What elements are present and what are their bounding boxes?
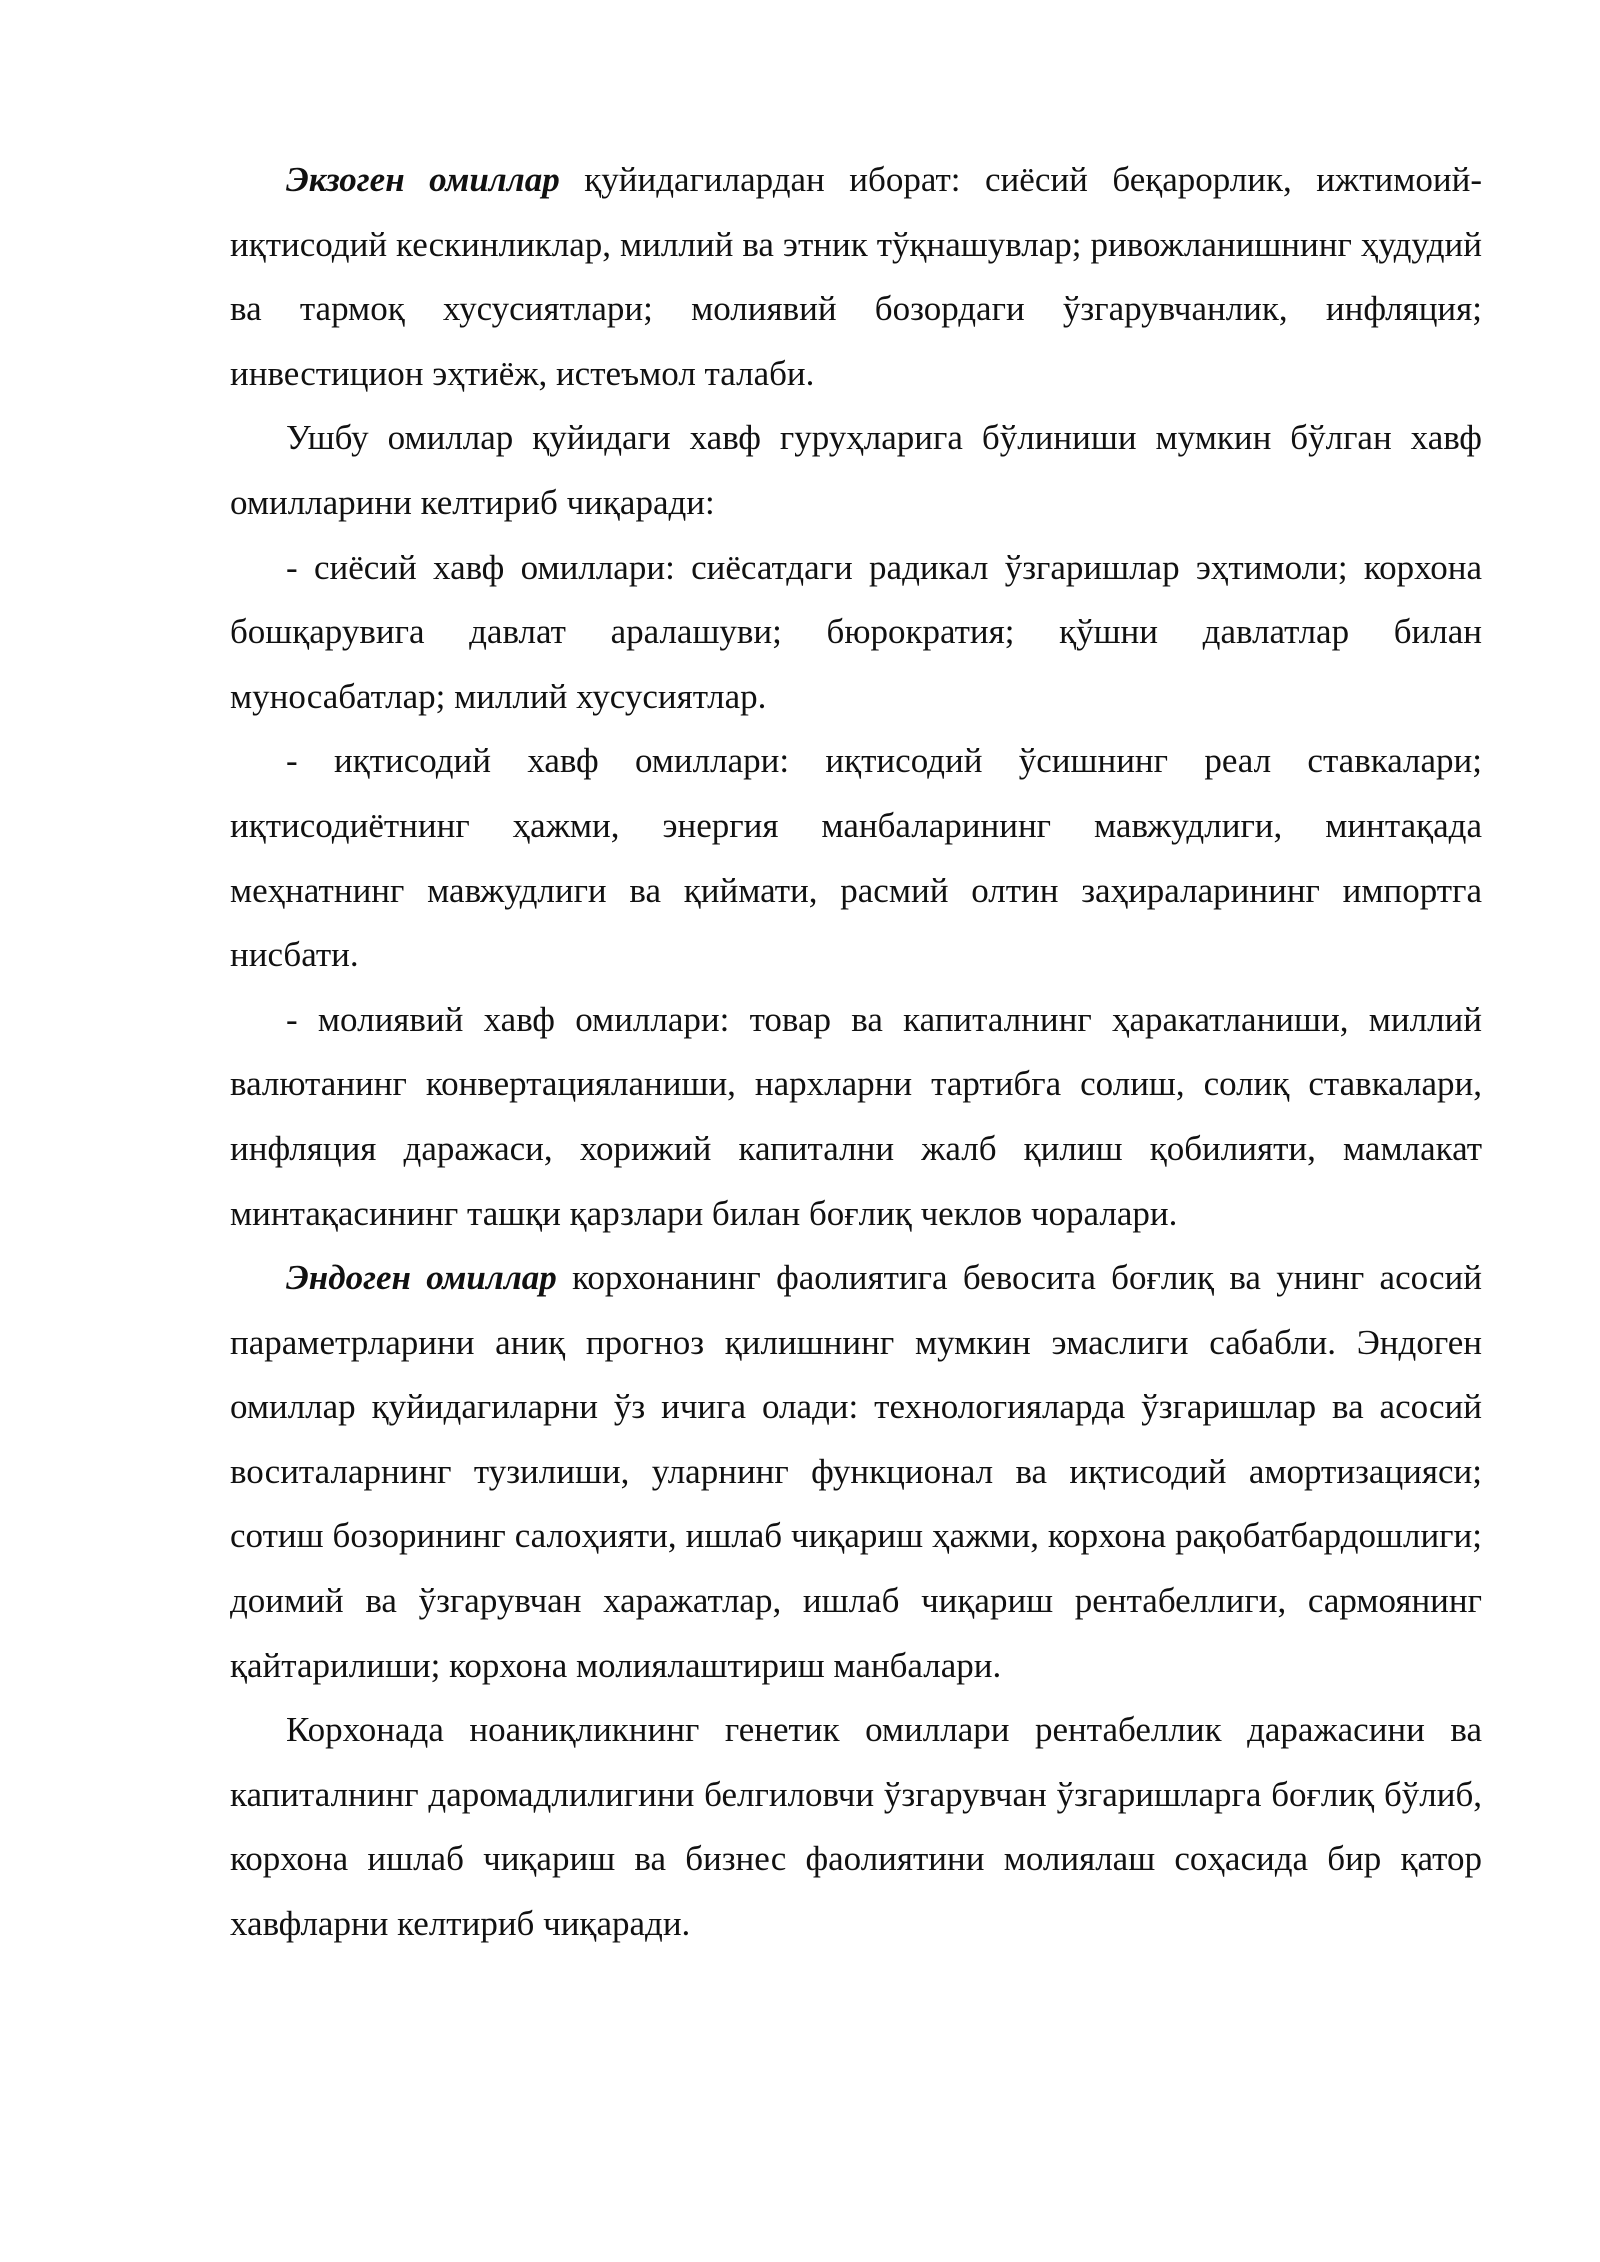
paragraph-genetic-factors	[230, 1698, 1482, 1956]
paragraph-text: - иқтисодий хавф омиллари: иқтисодий ўсишнинг реал ставкалари; иқтисодиётнинг ҳажми, энергия манбаларининг мавжудлиги, минтақада меҳнатнинг мавжудлиги ва қиймати, расмий олтин заҳираларининг импортга нисбати.	[230, 741, 1482, 975]
term-endogenous-factors: Эндоген омиллар	[286, 1258, 557, 1298]
paragraph-text: қуйидагилардан иборат: сиёсий беқарорлик, ижтимоий-иқтисодий кескинликлар, миллий ва этник тўқнашувлар; ривожланишнинг ҳудудий ва тармоқ хусусиятлари; молиявий бозордаги ўзгарувчанлик, инфляция; инвестицион эҳтиёж, истеъмол талаби.	[230, 160, 1483, 393]
paragraph-text: - молиявий хавф омиллари: товар ва капиталнинг ҳаракатланиши, миллий валютанинг конвертацияланиши, нархларни тартибга солиш, солиқ ставкалари, инфляция даражаси, хорижий капитални жалб қилиш қобилияти, мамлакат минтақасининг ташқи қарзлари билан боғлиқ чеклов чоралари.	[230, 999, 1482, 1233]
paragraph-exogenous-factors	[230, 148, 1482, 406]
paragraph-text: - сиёсий хавф омиллари: сиёсатдаги радикал ўзгаришлар эҳтимоли; корхона бошқарувига давлат аралашуви; бюрократия; қўшни давлатлар билан муносабатлар; миллий хусусиятлар.	[230, 547, 1482, 716]
paragraph-endogenous-factors	[230, 1246, 1482, 1698]
document-body	[230, 148, 1482, 1957]
term-exogenous-factors: Экзоген омиллар	[286, 160, 560, 199]
paragraph-text: Ушбу омиллар қуйидаги хавф гуруҳларига бўлиниши мумкин бўлган хавф омилларини келтириб чиқаради:	[230, 418, 1482, 522]
paragraph-political-risk	[230, 536, 1482, 730]
paragraph-financial-risk	[230, 988, 1482, 1246]
paragraph-text: Корхонада ноаниқликнинг генетик омиллари рентабеллик даражасини ва капиталнинг даромадлилигини белгиловчи ўзгарувчан ўзгаришларга боғлиқ бўлиб, корхона ишлаб чиқариш ва бизнес фаолиятини молиялаш соҳасида бир қатор хавфларни келтириб чиқаради.	[230, 1710, 1482, 1944]
paragraph-risk-groups-intro	[230, 406, 1482, 535]
paragraph-economic-risk	[230, 729, 1482, 987]
paragraph-text: корхонанинг фаолиятига бевосита боғлиқ ва унинг асосий параметрларини аниқ прогноз қилишнинг мумкин эмаслиги сабабли. Эндоген омиллар қуйидагиларни ўз ичига олади: технологияларда ўзгаришлар ва асосий воситаларнинг тузилиши, уларнинг функционал ва иқтисодий амортизацияси; сотиш бозорининг салоҳияти, ишлаб чиқариш ҳажми, корхона рақобатбардошлиги; доимий ва ўзгарувчан харажатлар, ишлаб чиқариш рентабеллиги, сармоянинг қайтарилиши; корхона молиялаштириш манбалари.	[230, 1258, 1482, 1685]
